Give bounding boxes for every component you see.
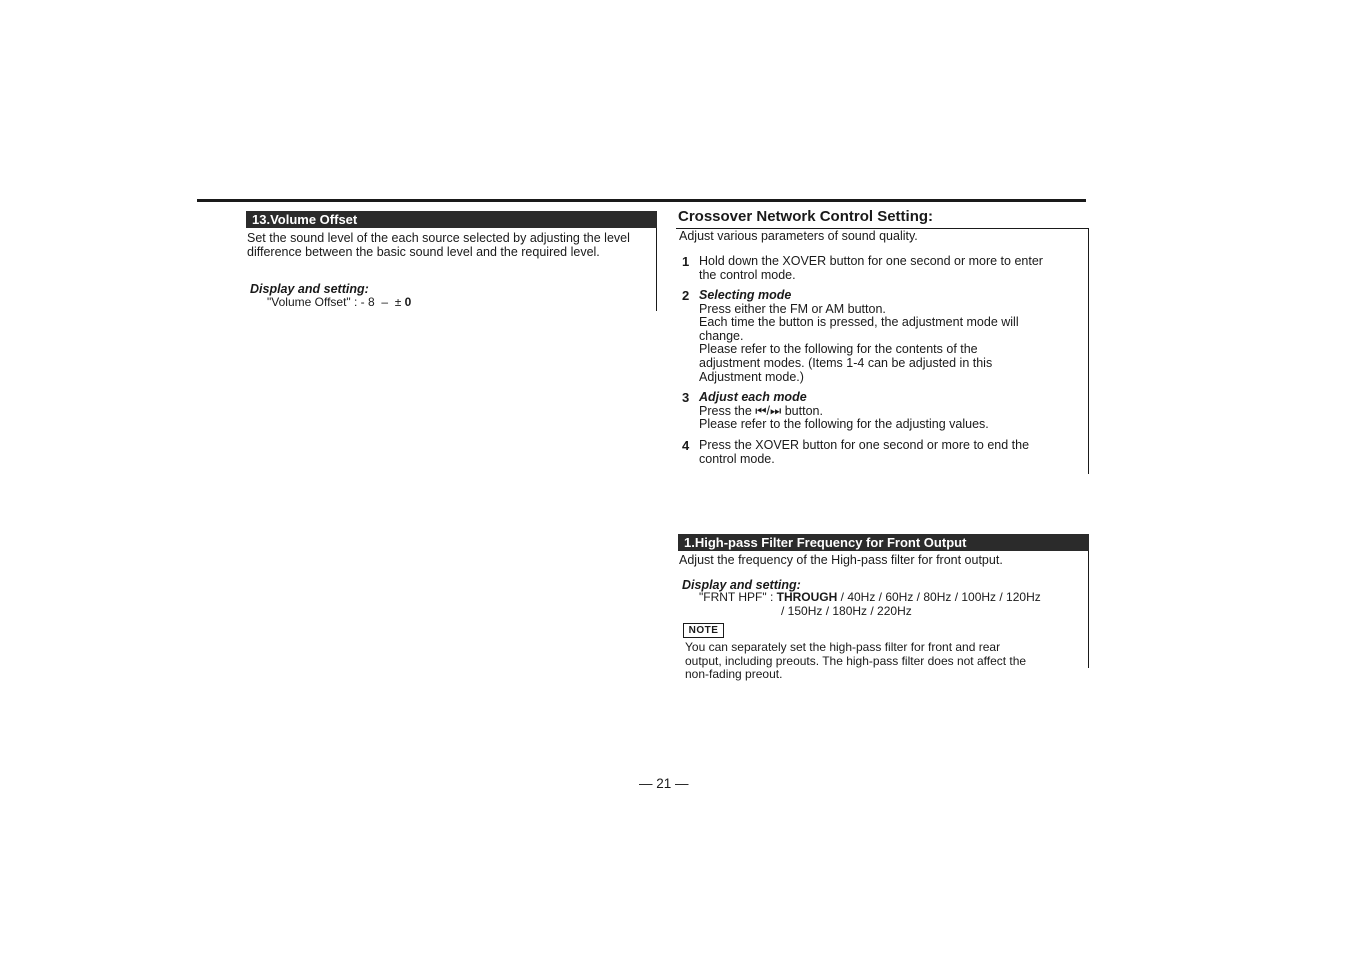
step-3-line: Please refer to the following for the adjusting values. <box>699 417 989 432</box>
left-section-border <box>656 228 657 311</box>
step-2-line: adjustment modes. (Items 1-4 can be adjusted in this <box>699 355 993 370</box>
step-2-line: Each time the button is pressed, the adjustment mode will <box>699 315 1019 330</box>
crossover-intro: Adjust various parameters of sound quality. <box>679 229 918 243</box>
step-3-title: Adjust each mode <box>699 390 807 404</box>
hpf-setting-default: THROUGH <box>776 590 838 604</box>
note-badge: NOTE <box>683 623 724 638</box>
step-3-body <box>699 391 1084 432</box>
hpf-setting-values: / 40Hz / 60Hz / 80Hz / 100Hz / 120Hz <box>837 590 1041 604</box>
step-4-line: Press the XOVER button for one second or more to end the <box>699 438 1030 452</box>
hpf-display-label: Display and setting: <box>682 578 801 592</box>
hpf-setting-line-1 <box>699 591 1041 605</box>
hpf-section-title: 1.High-pass Filter Frequency for Front Output <box>678 534 1089 551</box>
hpf-setting-prefix: "FRNT HPF" : <box>699 590 774 604</box>
volume-offset-setting <box>267 296 411 310</box>
volume-offset-setting-range: "Volume Offset" : - 8 – ± <box>267 295 402 309</box>
hpf-note-text <box>685 641 1080 682</box>
step-3-number: 3 <box>682 390 690 405</box>
step-2-line: Please refer to the following for the contents of the <box>699 342 978 357</box>
page-number: — 21 — <box>639 776 689 791</box>
step-2-title: Selecting mode <box>699 288 792 302</box>
step-4-body <box>699 439 1084 466</box>
volume-offset-display-label: Display and setting: <box>250 282 369 296</box>
step-3-line: Press the ⏮/⏭ button. <box>699 403 823 418</box>
step-1-number: 1 <box>682 254 690 269</box>
hpf-note-line: You can separately set the high-pass filter for front and rear <box>685 640 1001 654</box>
crossover-heading: Crossover Network Control Setting: <box>678 208 934 225</box>
volume-offset-setting-default: 0 <box>404 295 412 309</box>
step-1-line: Hold down the XOVER button for one second or more to enter <box>699 254 1043 268</box>
volume-offset-section-title: 13.Volume Offset <box>246 211 657 228</box>
hpf-setting-line-2: / 150Hz / 180Hz / 220Hz <box>781 604 912 618</box>
step-2-number: 2 <box>682 288 690 303</box>
hpf-note-line: non-fading preout. <box>685 667 783 682</box>
step-1-line: the control mode. <box>699 267 796 282</box>
hpf-right-border <box>1088 551 1089 668</box>
crossover-right-border <box>1088 228 1089 474</box>
step-1-body <box>699 255 1084 282</box>
step-4-line: control mode. <box>699 451 775 466</box>
hpf-note-line: output, including preouts. The high-pass filter does not affect the <box>685 653 1027 668</box>
hpf-description: Adjust the frequency of the High-pass filter for front output. <box>679 553 1003 567</box>
step-2-body <box>699 289 1084 384</box>
step-4-number: 4 <box>682 438 690 453</box>
volume-offset-description: Set the sound level of the each source selected by adjusting the level difference between the basic sound level and the required level. <box>247 231 630 259</box>
step-2-line: Adjustment mode.) <box>699 369 804 384</box>
step-2-line: change. <box>699 328 744 343</box>
top-rule <box>197 199 1086 202</box>
step-2-line: Press either the FM or AM button. <box>699 301 886 316</box>
